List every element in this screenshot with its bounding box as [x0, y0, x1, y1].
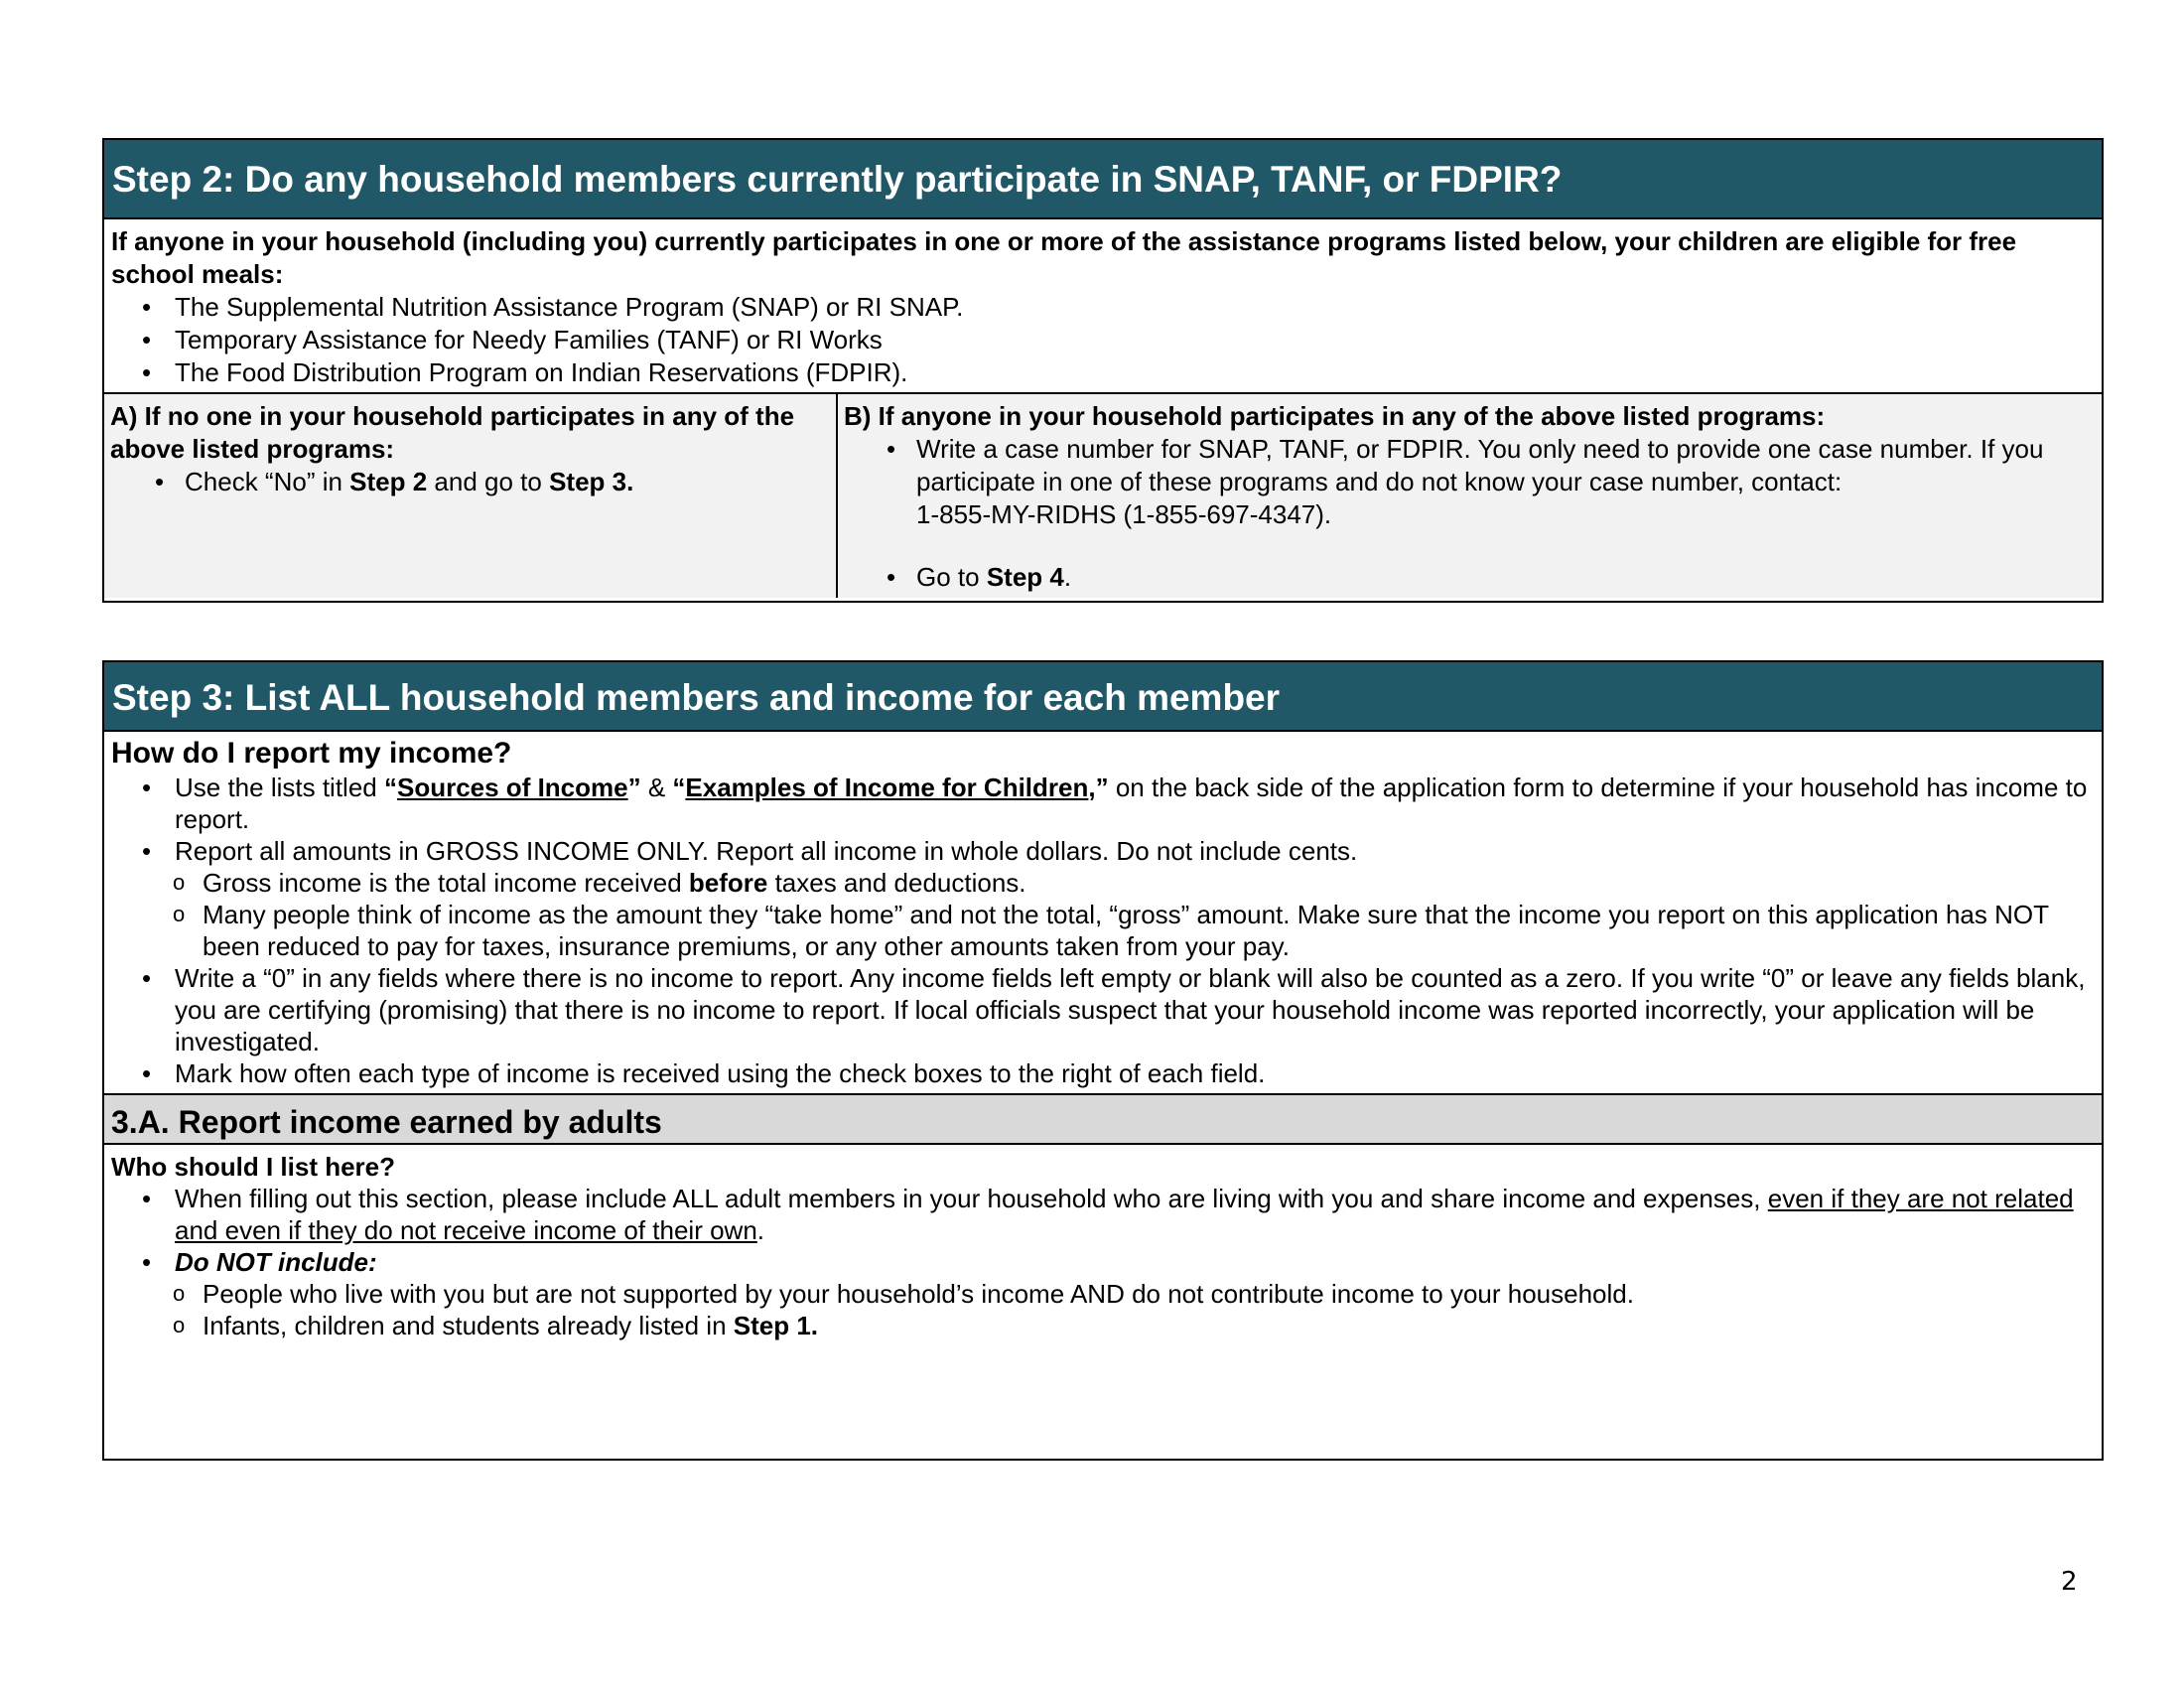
exclude-sublist	[111, 1278, 2094, 1341]
step2-body	[104, 219, 2102, 389]
quote-close-2: ,”	[1088, 773, 1109, 802]
income-item-frequency: • Mark how often each type of income is received using the check boxes to the right of each field.	[111, 1057, 2094, 1089]
spacer	[844, 531, 2094, 561]
option-b-step4: Step 4	[986, 562, 1064, 592]
step3-header: Step 3: List ALL household members and income for each member	[104, 662, 2102, 732]
option-b-phone: 1-855-MY-RIDHS (1-855-697-4347).	[916, 499, 1332, 529]
lists-text-post: on the back side of the application form to determine if your household has income to report.	[175, 773, 2088, 834]
step2-intro: If anyone in your household (including you) currently participates in one or more of the assistance programs listed below, your children are eligible for free school meals:	[111, 226, 2017, 289]
option-a-list	[110, 466, 830, 498]
who-include	[111, 1183, 2094, 1246]
gross-def-post: taxes and deductions.	[767, 868, 1026, 898]
option-b-item2	[844, 561, 2094, 594]
option-b-item1	[844, 433, 2094, 531]
ampersand: &	[640, 773, 673, 802]
option-b	[838, 394, 2102, 598]
lists-text: Use the lists titled	[175, 773, 384, 802]
section-3a-body	[104, 1145, 2102, 1341]
exclude-nonsupported: o People who live with you but are not supported by your household’s income AND do not contribute income to your household.	[111, 1278, 2094, 1310]
income-item-lists	[111, 772, 2094, 835]
gross-def-text: Gross income is the total income received	[203, 868, 689, 898]
exclude-listed	[111, 1310, 2094, 1341]
do-not-include: Do NOT include:	[175, 1247, 377, 1277]
gross-def	[111, 867, 2094, 899]
option-b-case-text: Write a case number for SNAP, TANF, or FDPIR. You only need to provide one case number. If you participate in one of these programs and do not know your case number, contact:	[916, 434, 2044, 496]
page-number: 2	[2061, 1567, 2078, 1597]
program-snap: • The Supplemental Nutrition Assistance Program (SNAP) or RI SNAP.	[111, 291, 2094, 324]
who-list	[111, 1183, 2094, 1278]
option-b-heading: B) If anyone in your household participates in any of the above listed programs:	[844, 401, 1826, 431]
program-fdpir: • The Food Distribution Program on Indian Reservations (FDPIR).	[111, 356, 2094, 389]
option-a-step3: Step 3.	[549, 467, 634, 496]
exclude-listed-text: Infants, children and students already listed in	[203, 1311, 734, 1340]
sources-of-income-ref: Sources of Income	[396, 773, 628, 802]
gross-sublist	[111, 867, 2094, 962]
step2-options-row	[104, 392, 2102, 598]
quote-open-2: “	[672, 773, 686, 802]
include-period: .	[756, 1215, 765, 1245]
exclude-step1: Step 1.	[733, 1311, 819, 1340]
take-home-note: o Many people think of income as the amount they “take home” and not the total, “gross” amount. Make sure that the income you report on this application has NOT been reduced to pay for taxes, insurance premiums, or any other amounts taken from your pay.	[111, 899, 2094, 962]
step2-section	[102, 138, 2104, 603]
option-a	[104, 394, 838, 598]
program-tanf: • Temporary Assistance for Needy Families (TANF) or RI Works	[111, 324, 2094, 356]
step3-body	[104, 732, 2102, 1089]
option-b-list	[844, 433, 2094, 531]
examples-income-children-ref: Examples of Income for Children	[685, 773, 1089, 802]
step3-section	[102, 660, 2104, 1461]
option-b-goto: Go to	[916, 562, 987, 592]
option-a-text: Check “No” in	[185, 467, 350, 496]
income-item-gross: • Report all amounts in GROSS INCOME ONLY. Report all income in whole dollars. Do not include cents.	[111, 835, 2094, 867]
income-question: How do I report my income?	[111, 737, 512, 770]
include-text: When filling out this section, please include ALL adult members in your household who are living with you and share income and expenses,	[175, 1184, 1768, 1213]
option-a-heading: A) If no one in your household participates in any of the above listed programs:	[110, 401, 795, 464]
option-a-step2: Step 2	[349, 467, 428, 496]
include-underlined: even if they are not related and even if they do not receive income of their own	[175, 1184, 2074, 1245]
option-b-list2	[844, 561, 2094, 594]
income-item-zero: • Write a “0” in any fields where there is no income to report. Any income fields left empty or blank will also be counted as a zero. If you write “0” or leave any fields blank, you are certifying (promising) that there is no income to report. If local officials suspect that your household income was reported incorrectly, your application will be investigated.	[111, 962, 2094, 1057]
step2-header: Step 2: Do any household members currently participate in SNAP, TANF, or FDPIR?	[104, 140, 2102, 219]
quote-open-1: “	[383, 773, 397, 802]
section-3a-header: 3.A. Report income earned by adults	[104, 1093, 2102, 1145]
who-question: Who should I list here?	[111, 1152, 395, 1182]
quote-close-1: ”	[627, 773, 641, 802]
income-list2	[111, 962, 2094, 1089]
income-list	[111, 772, 2094, 867]
program-list	[111, 291, 2094, 389]
option-a-text2: and go to	[427, 467, 550, 496]
option-a-item	[110, 466, 830, 498]
who-exclude	[111, 1246, 2094, 1278]
option-b-period: .	[1063, 562, 1072, 592]
gross-def-before: before	[688, 868, 768, 898]
